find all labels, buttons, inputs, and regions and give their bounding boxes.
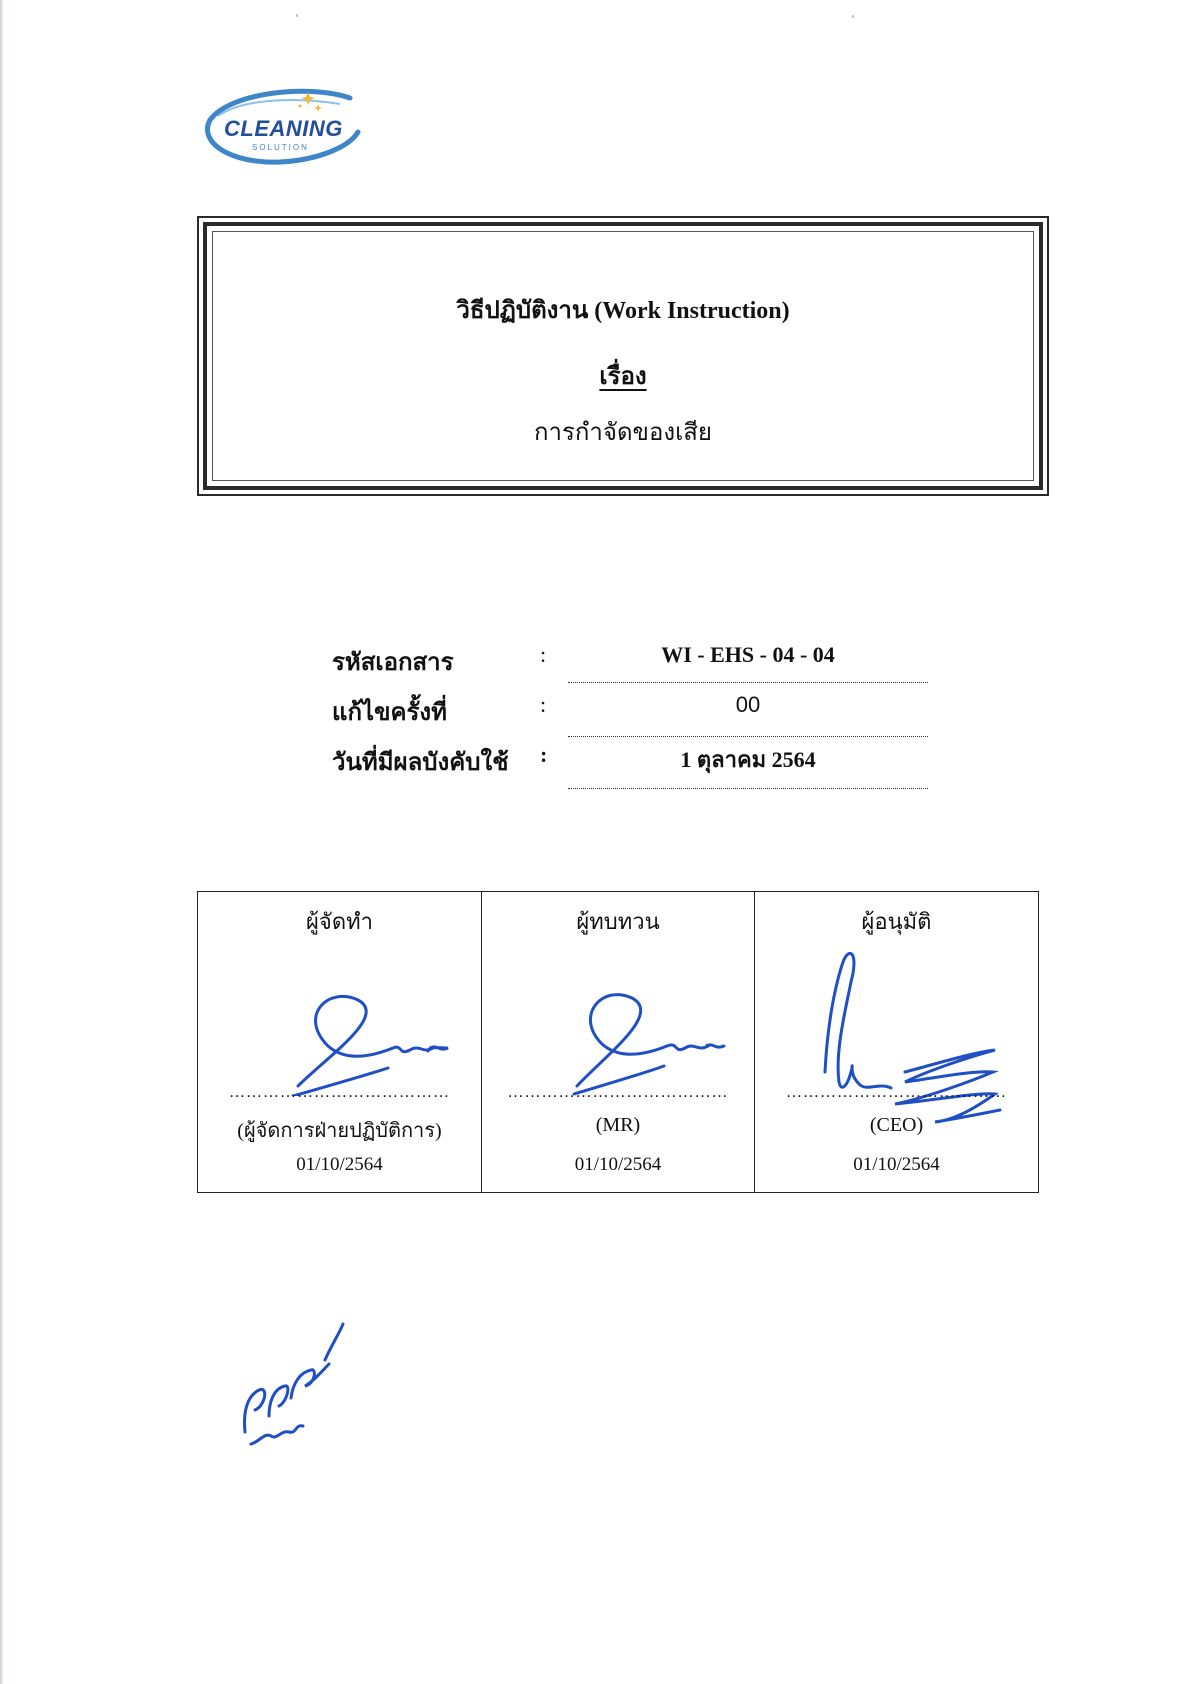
doc-code-label: รหัสเอกสาร [332, 650, 454, 676]
dotted-line [568, 736, 928, 737]
separator: : [540, 742, 548, 767]
scan-speck [296, 14, 298, 17]
signature-date: 01/10/2564 [853, 1154, 940, 1175]
signature-date: 01/10/2564 [574, 1154, 662, 1175]
separator: : [540, 692, 547, 717]
signature-mark-icon [198, 936, 481, 1096]
signature-cell-reviewer [482, 892, 755, 1193]
signature-mark-icon [755, 932, 1038, 1132]
handwritten-initials-icon [225, 1320, 375, 1470]
dotted-line [568, 788, 928, 789]
role-label: ผู้อนุมัติ [861, 909, 932, 934]
info-row-effective-date [0, 742, 1190, 782]
company-logo [200, 86, 370, 172]
doc-code-value: WI - EHS - 04 - 04 [661, 642, 835, 667]
document-title: วิธีปฏิบัติงาน (Work Instruction) [456, 298, 790, 324]
signature-table [197, 891, 1039, 1193]
info-row-revision [0, 692, 1190, 732]
signer-title: (MR) [595, 1114, 641, 1136]
role-label: ผู้ทบทวน [576, 909, 660, 934]
info-row-doc-code [0, 642, 1190, 682]
revision-label: แก้ไขครั้งที่ [332, 700, 447, 726]
role-label: ผู้จัดทำ [306, 909, 373, 934]
dotted-line [568, 682, 928, 683]
revision-value: 00 [735, 692, 761, 717]
signature-dotted-line: ………………………………… [229, 1084, 450, 1101]
logo-subtitle: SOLUTION [252, 143, 309, 152]
signature-date: 01/10/2564 [296, 1154, 383, 1175]
signature-dotted-line: ………………………………… [786, 1084, 1007, 1101]
subject-label: เรื่อง [599, 364, 647, 390]
signature-cell-approver [755, 892, 1039, 1193]
signature-dotted-line: ………………………………… [507, 1084, 729, 1101]
scan-edge [0, 0, 3, 1684]
signature-cell-preparer [198, 892, 482, 1193]
effective-date-label: วันที่มีผลบังคับใช้ [332, 750, 509, 776]
scan-speck [852, 15, 854, 18]
signer-title: (ผู้จัดการฝ่ายปฏิบัติการ) [237, 1120, 442, 1142]
signature-mark-icon [482, 936, 754, 1096]
title-frame [203, 222, 1043, 490]
subject-name: การกำจัดของเสีย [533, 420, 712, 446]
separator: : [540, 642, 547, 667]
logo-wordmark: CLEANING [224, 116, 343, 141]
signer-title: (CEO) [869, 1114, 924, 1136]
effective-date-value: 1 ตุลาคม 2564 [680, 747, 816, 772]
